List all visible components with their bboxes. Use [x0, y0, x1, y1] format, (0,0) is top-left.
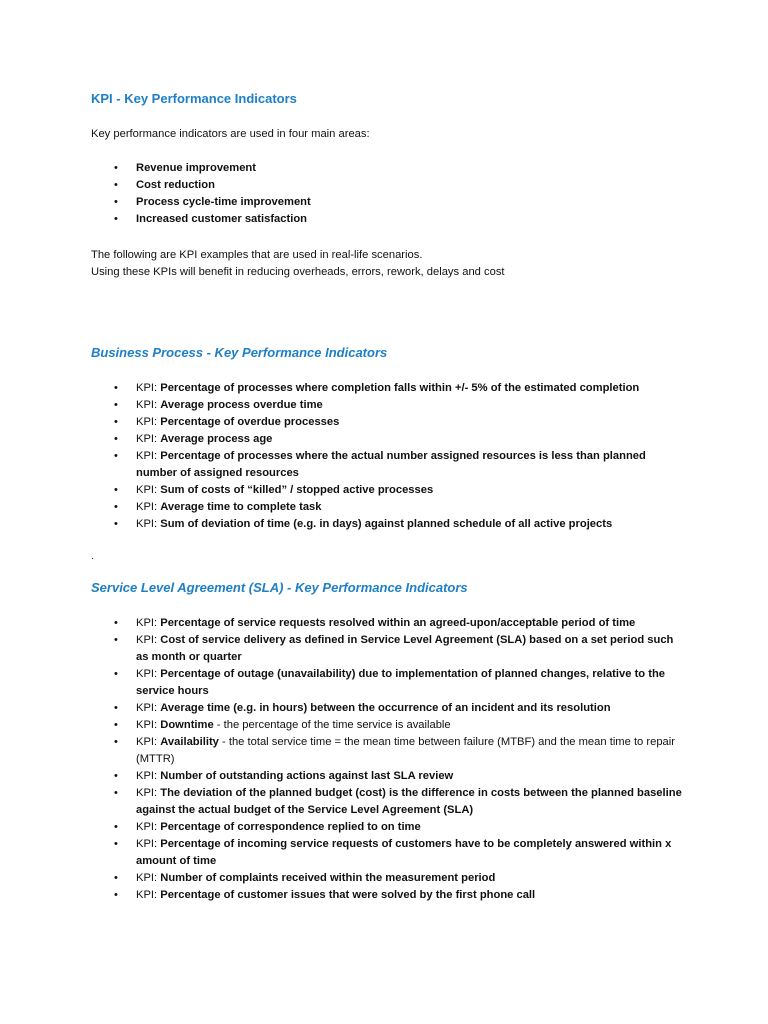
area-label: Increased customer satisfaction	[136, 213, 307, 225]
bullet-icon: •	[114, 787, 118, 799]
kpi-prefix: KPI:	[136, 872, 161, 884]
area-label: Cost reduction	[136, 179, 215, 191]
list-item	[0, 632, 768, 666]
sla-heading: Service Level Agreement (SLA) - Key Performance Indicators	[91, 580, 468, 595]
bullet-icon: •	[114, 416, 118, 428]
kpi-text: Downtime	[160, 719, 214, 731]
kpi-text: Percentage of processes where the actual number assigned resources is less than planned number of assigned resources	[136, 450, 646, 479]
list-item	[0, 700, 768, 717]
kpi-prefix: KPI:	[136, 889, 161, 901]
bullet-icon: •	[114, 770, 118, 782]
bullet-icon: •	[114, 179, 118, 191]
list-item	[0, 499, 768, 516]
area-label: Revenue improvement	[136, 162, 256, 174]
kpi-detail: - the total service time = the mean time between failure (MTBF) and the mean time to repair (MTTR)	[136, 736, 675, 765]
list-item	[0, 666, 768, 700]
list-item	[0, 768, 768, 785]
kpi-text: Average process age	[160, 433, 273, 445]
kpi-prefix: KPI:	[136, 719, 161, 731]
kpi-text: Percentage of processes where completion falls within +/- 5% of the estimated completion	[160, 382, 640, 394]
bullet-icon: •	[114, 617, 118, 629]
kpi-prefix: KPI:	[136, 668, 161, 680]
area-label: Process cycle-time improvement	[136, 196, 311, 208]
list-item	[0, 448, 768, 482]
bullet-icon: •	[114, 518, 118, 530]
bullet-icon: •	[114, 634, 118, 646]
kpi-prefix: KPI:	[136, 399, 161, 411]
list-item	[0, 615, 768, 632]
areas-list	[0, 160, 768, 228]
bullet-icon: •	[114, 702, 118, 714]
examples-line-2: Using these KPIs will benefit in reducing overheads, errors, rework, delays and cost	[91, 266, 505, 278]
kpi-text: Availability	[160, 736, 219, 748]
bullet-icon: •	[114, 719, 118, 731]
intro-text: Key performance indicators are used in four main areas:	[91, 128, 370, 140]
list-item	[0, 431, 768, 448]
kpi-text: Sum of deviation of time (e.g. in days) against planned schedule of all active projects	[160, 518, 613, 530]
kpi-prefix: KPI:	[136, 770, 161, 782]
bullet-icon: •	[114, 213, 118, 225]
bullet-icon: •	[114, 433, 118, 445]
page-title: KPI - Key Performance Indicators	[91, 91, 297, 106]
list-item	[0, 211, 768, 228]
bullet-icon: •	[114, 484, 118, 496]
kpi-prefix: KPI:	[136, 518, 161, 530]
list-item	[0, 414, 768, 431]
kpi-prefix: KPI:	[136, 702, 161, 714]
list-item	[0, 717, 768, 734]
list-item	[0, 734, 768, 768]
kpi-prefix: KPI:	[136, 484, 161, 496]
bullet-icon: •	[114, 382, 118, 394]
bullet-icon: •	[114, 872, 118, 884]
kpi-text: Average time (e.g. in hours) between the occurrence of an incident and its resolution	[160, 702, 611, 714]
stray-mark: .	[91, 551, 94, 562]
list-item	[0, 482, 768, 499]
kpi-text: Number of outstanding actions against last SLA review	[160, 770, 454, 782]
bullet-icon: •	[114, 838, 118, 850]
kpi-text: The deviation of the planned budget (cost) is the difference in costs between the planned baseline against the actual budget of the Service Level Agreement (SLA)	[136, 787, 682, 816]
list-item	[0, 160, 768, 177]
kpi-prefix: KPI:	[136, 382, 161, 394]
examples-line-1: The following are KPI examples that are used in real-life scenarios.	[91, 249, 423, 261]
bullet-icon: •	[114, 889, 118, 901]
bullet-icon: •	[114, 196, 118, 208]
list-item	[0, 516, 768, 533]
list-item	[0, 836, 768, 870]
kpi-text: Percentage of correspondence replied to on time	[160, 821, 421, 833]
kpi-prefix: KPI:	[136, 838, 161, 850]
bullet-icon: •	[114, 668, 118, 680]
business-kpi-list	[0, 380, 768, 533]
business-heading: Business Process - Key Performance Indicators	[91, 345, 388, 360]
list-item	[0, 887, 768, 904]
kpi-prefix: KPI:	[136, 433, 161, 445]
kpi-prefix: KPI:	[136, 501, 161, 513]
bullet-icon: •	[114, 399, 118, 411]
bullet-icon: •	[114, 450, 118, 462]
list-item	[0, 177, 768, 194]
list-item	[0, 194, 768, 211]
kpi-prefix: KPI:	[136, 450, 161, 462]
kpi-prefix: KPI:	[136, 787, 161, 799]
list-item	[0, 870, 768, 887]
kpi-prefix: KPI:	[136, 634, 161, 646]
bullet-icon: •	[114, 501, 118, 513]
kpi-prefix: KPI:	[136, 617, 161, 629]
kpi-text: Percentage of outage (unavailability) due to implementation of planned changes, relative to the service hours	[136, 668, 666, 697]
list-item	[0, 819, 768, 836]
bullet-icon: •	[114, 821, 118, 833]
bullet-icon: •	[114, 162, 118, 174]
kpi-detail: - the percentage of the time service is available	[213, 719, 451, 731]
kpi-text: Percentage of overdue processes	[160, 416, 340, 428]
kpi-text: Percentage of service requests resolved within an agreed-upon/acceptable period of time	[160, 617, 636, 629]
sla-kpi-list	[0, 615, 768, 904]
kpi-prefix: KPI:	[136, 416, 161, 428]
examples-text	[91, 247, 691, 281]
bullet-icon: •	[114, 736, 118, 748]
kpi-text: Cost of service delivery as defined in Service Level Agreement (SLA) based on a set period such as month or quarter	[136, 634, 674, 663]
kpi-prefix: KPI:	[136, 821, 161, 833]
kpi-text: Number of complaints received within the measurement period	[160, 872, 496, 884]
kpi-text: Percentage of incoming service requests of customers have to be completely answered within x amount of time	[136, 838, 672, 867]
list-item	[0, 397, 768, 414]
kpi-text: Sum of costs of “killed” / stopped active processes	[160, 484, 434, 496]
kpi-prefix: KPI:	[136, 736, 161, 748]
kpi-text: Percentage of customer issues that were solved by the first phone call	[160, 889, 536, 901]
kpi-text: Average time to complete task	[160, 501, 322, 513]
list-item	[0, 380, 768, 397]
list-item	[0, 785, 768, 819]
kpi-text: Average process overdue time	[160, 399, 323, 411]
